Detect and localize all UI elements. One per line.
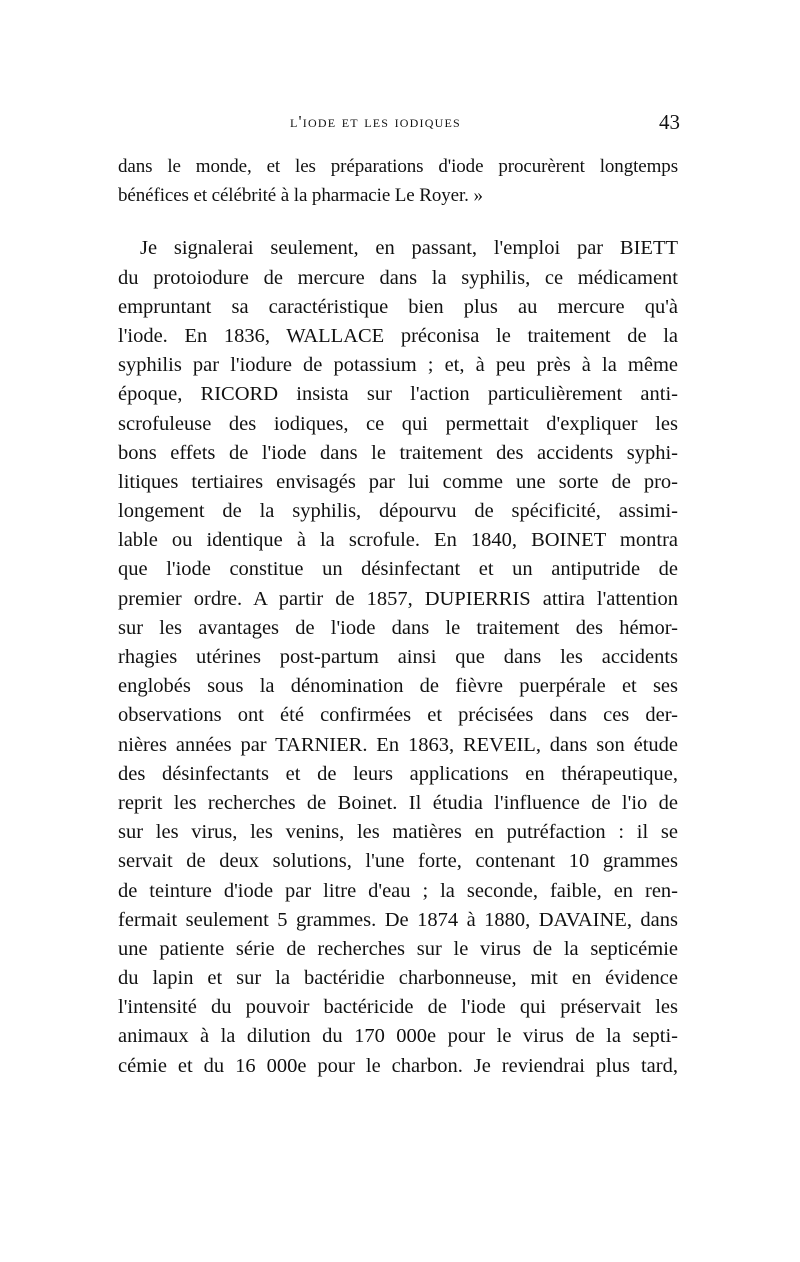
text-line: nières années par TARNIER. En 1863, REVEIL, dans son étude [118, 733, 678, 756]
text-line: du protoiodure de mercure dans la syphilis, ce médicament [118, 266, 678, 289]
paragraph-1 [118, 152, 678, 210]
text-line: sur les virus, les venins, les matières en putréfaction : il se [118, 821, 678, 844]
text-line: englobés sous la dénomination de fièvre puerpérale et ses [118, 675, 678, 698]
text-line: l'intensité du pouvoir bactéricide de l'iode qui préservait les [118, 996, 678, 1019]
text-line: lable ou identique à la scrofule. En 1840, BOINET montra [118, 529, 678, 552]
text-line: bénéfices et célébrité à la pharmacie Le Royer. » [118, 185, 483, 207]
text-line: rhagies utérines post-partum ainsi que dans les accidents [118, 646, 678, 668]
page-number: 43 [659, 110, 680, 134]
text-line: longement de la syphilis, dépourvu de spécificité, assimi- [118, 500, 678, 523]
text-line: époque, RICORD insista sur l'action particulièrement anti- [118, 383, 678, 406]
text-line: animaux à la dilution du 170 000e pour le virus de la septi- [118, 1025, 678, 1048]
text-line: une patiente série de recherches sur le virus de la septicémie [118, 937, 678, 960]
text-line: sur les avantages de l'iode dans le traitement des hémor- [118, 616, 678, 639]
text-line: cémie et du 16 000e pour le charbon. Je reviendrai plus tard, [118, 1054, 678, 1077]
text-line: reprit les recherches de Boinet. Il étudia l'influence de l'io de [118, 791, 678, 814]
paragraph-2 [118, 234, 678, 1080]
text-line: dans le monde, et les préparations d'iode procurèrent longtemps [118, 156, 678, 177]
text-line: l'iode. En 1836, WALLACE préconisa le traitement de la [118, 324, 678, 347]
text-line: observations ont été confirmées et précisées dans ces der- [118, 704, 678, 727]
running-title: l'iode et les iodiques [290, 112, 461, 131]
paragraph-spacer [118, 210, 678, 234]
text-line: que l'iode constitue un désinfectant et un antiputride de [118, 558, 678, 581]
text-line: scrofuleuse des iodiques, ce qui permettait d'expliquer les [118, 412, 678, 435]
body-text [118, 152, 678, 1081]
text-line: fermait seulement 5 grammes. De 1874 à 1880, DAVAINE, dans [118, 908, 678, 931]
text-line: du lapin et sur la bactéridie charbonneuse, mit en évidence [118, 967, 678, 990]
text-line: syphilis par l'iodure de potassium ; et, à peu près à la même [118, 354, 678, 377]
text-line: servait de deux solutions, l'une forte, contenant 10 grammes [118, 850, 678, 873]
text-line: des désinfectants et de leurs applications en thérapeutique, [118, 762, 678, 785]
text-line: litiques tertiaires envisagés par lui comme une sorte de pro- [118, 470, 678, 493]
running-header [120, 112, 680, 142]
text-line: premier ordre. A partir de 1857, DUPIERRIS attira l'attention [118, 587, 678, 610]
text-line: de teinture d'iode par litre d'eau ; la seconde, faible, en ren- [118, 879, 678, 902]
text-line: bons effets de l'iode dans le traitement des accidents syphi- [118, 441, 678, 464]
text-line: Je signalerai seulement, en passant, l'emploi par BIETT [140, 237, 678, 260]
text-line: empruntant sa caractéristique bien plus au mercure qu'à [118, 295, 678, 318]
